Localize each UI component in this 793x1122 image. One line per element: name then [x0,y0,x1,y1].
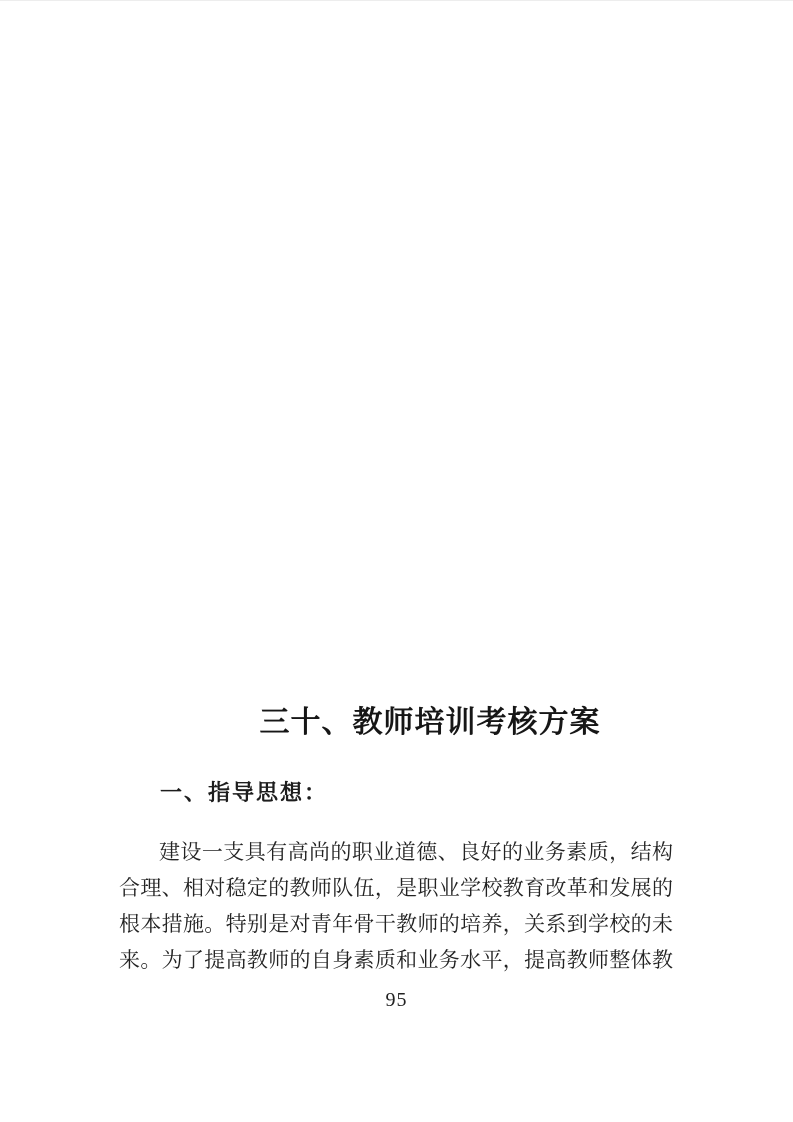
section-heading: 一、指导思想： [160,780,329,805]
body-text-line: 根本措施。特别是对青年骨干教师的培养，关系到学校的未 [119,912,673,936]
body-text-line: 建设一支具有高尚的职业道德、良好的业务素质，结构 [159,840,673,864]
paragraph [119,834,673,978]
document-title: 三十、教师培训考核方案 [259,705,601,740]
body-text-line: 合理、相对稳定的教师队伍，是职业学校教育改革和发展的 [119,876,673,900]
page-top-edge-line [0,0,793,1]
body-text-line: 来。为了提高教师的自身素质和业务水平，提高教师整体教 [119,948,673,972]
page-number: 95 [385,989,408,1011]
